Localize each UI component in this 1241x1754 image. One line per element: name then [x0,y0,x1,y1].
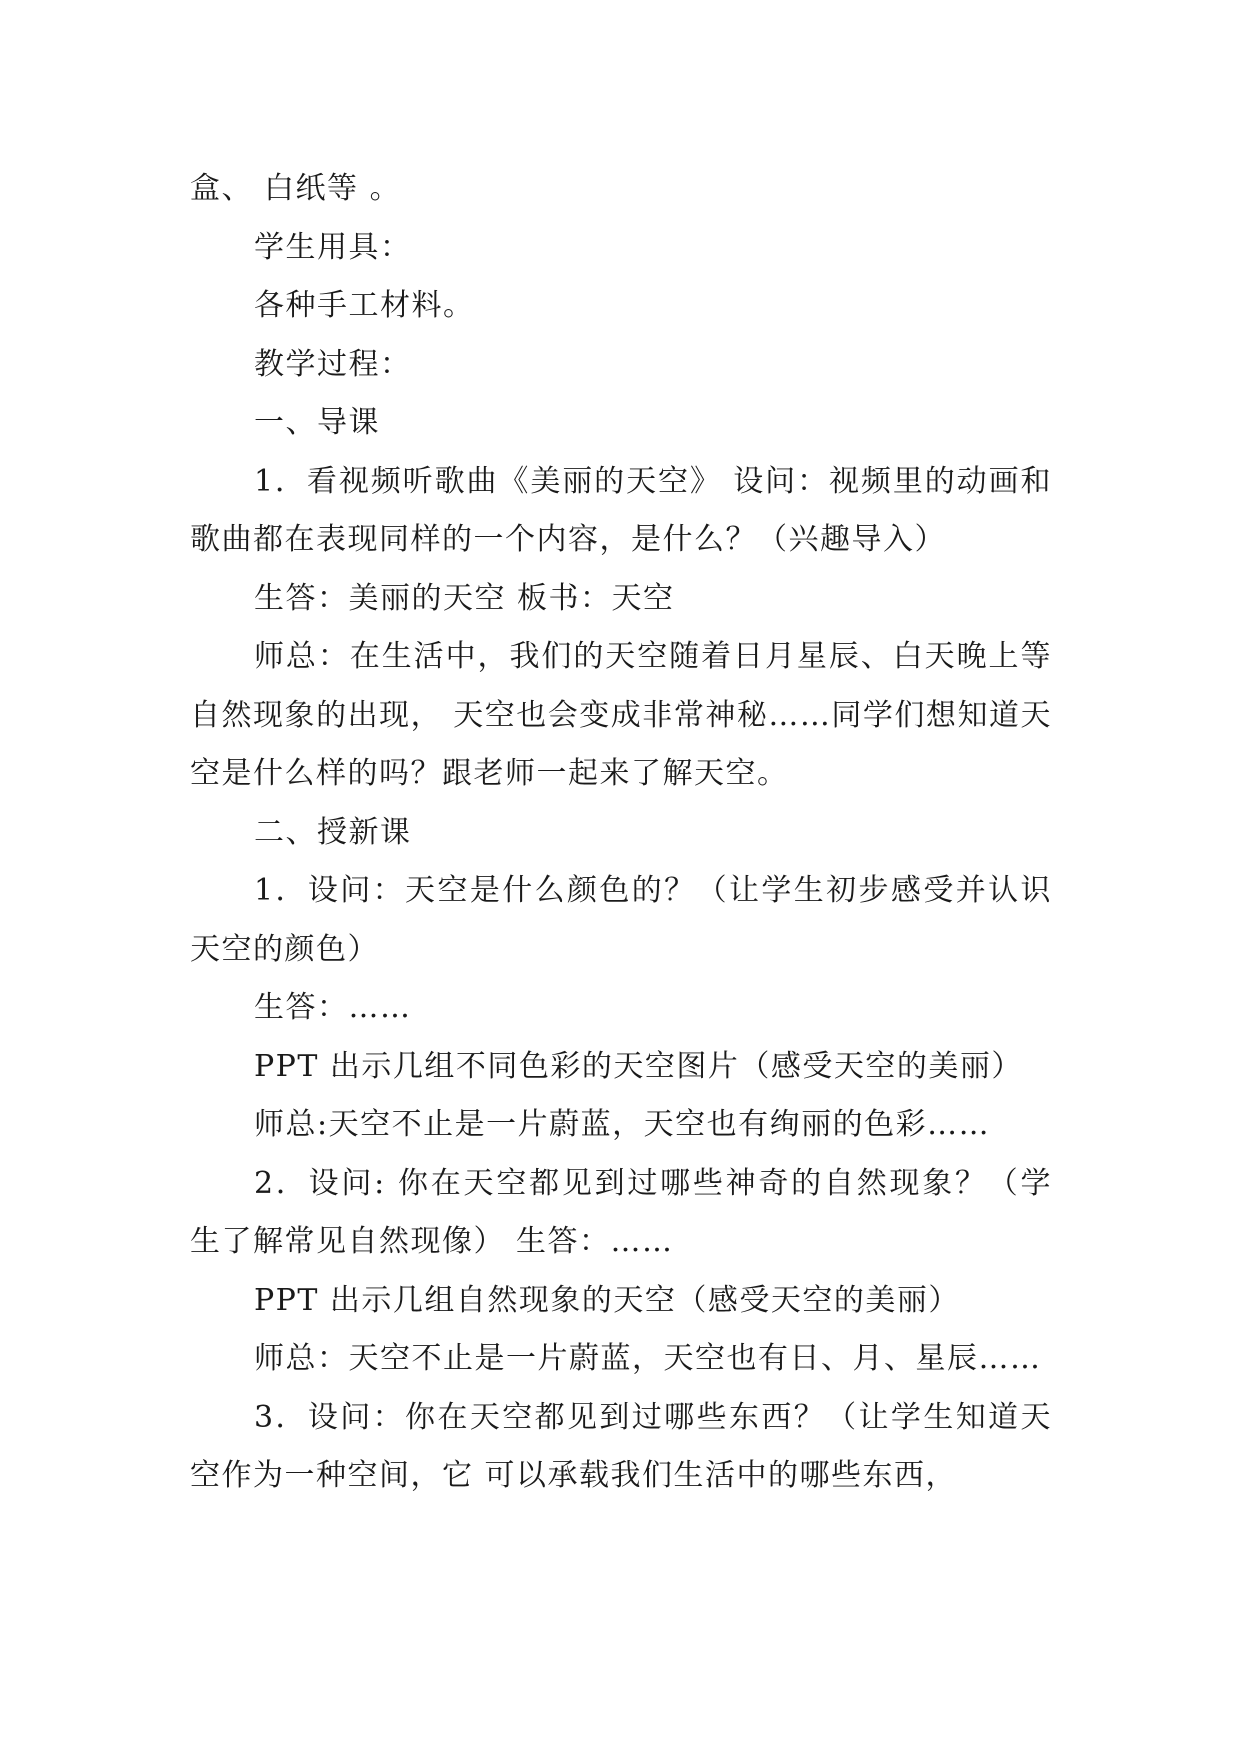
paragraph: 1．设问：天空是什么颜色的？（让学生初步感受并认识天空的颜色） [190,873,1052,967]
paragraph: 1．看视频听歌曲《美丽的天空》 设问：视频里的动画和歌曲都在表现同样的一个内容，是什么？（兴趣导入） [190,463,1052,557]
paragraph: 生答：美丽的天空 板书：天空 [254,580,675,616]
paragraph: 3．设问：你在天空都见到过哪些东西？（让学生知道天空作为一种空间，它 可以承载我们生活中的哪些东西， [190,1399,1052,1493]
paragraph: 2．设问: 你在天空都见到过哪些神奇的自然现象？（学生了解常见自然现像） 生答：…… [190,1165,1052,1259]
paragraph: PPT 出示几组自然现象的天空（感受天空的美丽） [254,1282,960,1318]
section-heading: 二、授新课 [254,814,412,850]
paragraph: PPT 出示几组不同色彩的天空图片（感受天空的美丽） [254,1048,1023,1084]
section-heading: 一、导课 [254,405,380,440]
paragraph: 师总：在生活中，我们的天空随着日月星辰、白天晚上等自然现象的出现， 天空也会变成非常神秘……同学们想知道天空是什么样的吗？跟老师一起来了解天空。 [190,639,1052,791]
paragraph: 教学过程： [254,346,412,382]
paragraph: 生答：…… [254,990,412,1025]
paragraph: 盒、 白纸等 。 [190,171,402,206]
paragraph: 各种手工材料。 [254,288,475,323]
paragraph: 学生用具： [254,229,412,265]
paragraph: 师总:天空不止是一片蔚蓝，天空也有绚丽的色彩…… [254,1107,991,1142]
paragraph: 师总：天空不止是一片蔚蓝，天空也有日、月、星辰…… [254,1341,1042,1376]
document-body [190,160,1052,1506]
